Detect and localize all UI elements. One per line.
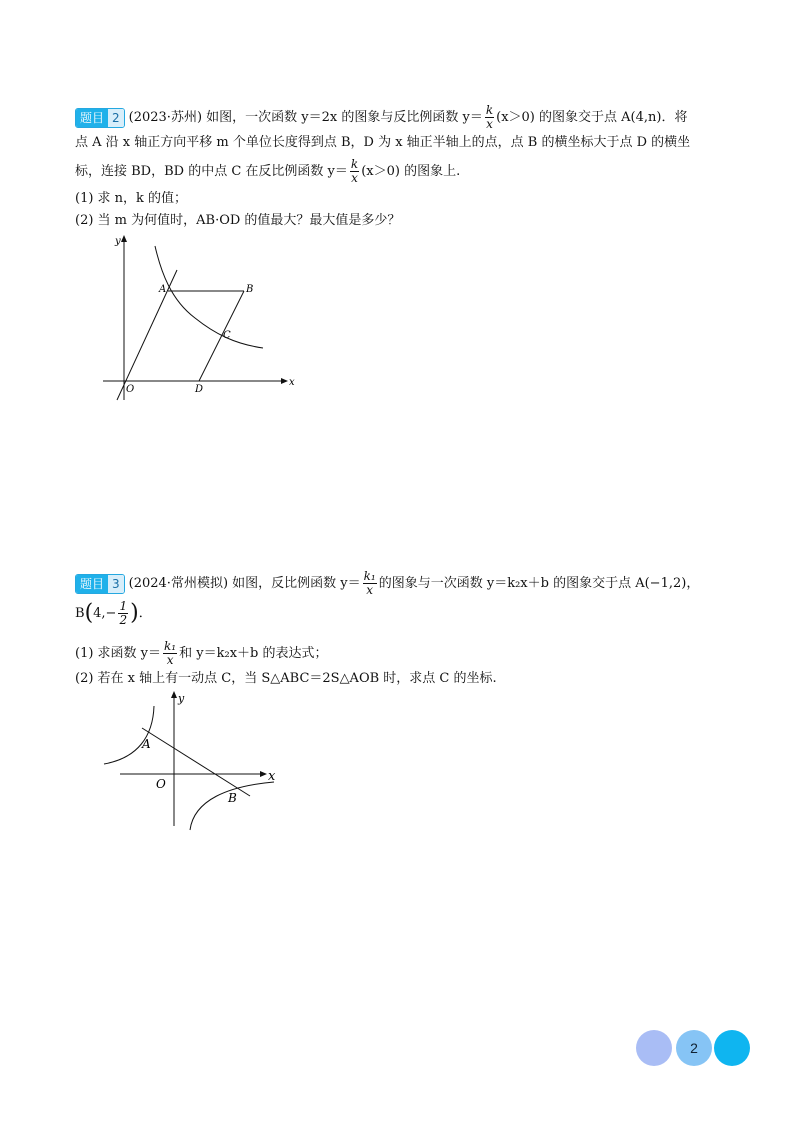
q2-fraction-k-over-x: $\frac{k}{x}$: [485, 103, 494, 131]
q2-part2: (2) 当 m 为何值时，AB·OD 的值最大？最大值是多少？: [75, 213, 401, 228]
q3-label-x: x: [268, 769, 276, 784]
q2-figure: [95, 228, 305, 408]
q3-part2: (2) 若在 x 轴上有一动点 C，当 S△ABC＝2S△AOB 时，求点 C 的坐标.: [75, 671, 497, 686]
q2-line3: 标，连接 BD，BD 的中点 C 在反比例函数 y＝ $\frac{k}{x}$ (x＞0) 的图象上.: [75, 157, 461, 185]
q3-label-A: A: [142, 737, 151, 751]
q2-segment-BD: [199, 291, 244, 381]
q2-fraction-k-over-x-2: $\frac{k}{x}$: [350, 157, 359, 185]
q3-part1: (1) 求函数 y＝ $\frac{\text{k₁}}{x}$ 和 y＝k₂x＋b 的表达式；: [75, 639, 328, 667]
page-number-indicator: [636, 1030, 752, 1066]
q3-line1: 题目 3 (2024·常州模拟) 如图，反比例函数 y＝ $\frac{\text{k₁}}{x}$ 的图象与一次函数 y＝k₂x＋b 的图象交于点 A(−1,2)，: [75, 570, 699, 597]
q2-badge: 题目 2: [75, 108, 125, 128]
q2-part1: (1) 求 n，k 的值；: [75, 191, 188, 206]
q3-label-y: y: [178, 692, 185, 705]
q2-label-y: y: [115, 236, 121, 247]
q2-label-C: C: [223, 330, 231, 341]
q2-label-O: O: [126, 384, 135, 395]
q2-line2: 点 A 沿 x 轴正方向平移 m 个单位长度得到点 B，D 为 x 轴正半轴上的点，点 B 的横坐标大于点 D 的横坐: [75, 135, 691, 150]
q2-label-B: B: [246, 284, 254, 295]
q3-figure: [98, 686, 288, 836]
q3-hyperbola-left-branch: [104, 706, 154, 764]
q3-fraction-one-half: $\frac{1}{2}$: [119, 599, 128, 627]
page-circle-left: [636, 1030, 672, 1066]
q2-hyperbola: [155, 246, 263, 348]
q2-label-x: x: [289, 377, 295, 388]
page-number: 2: [690, 1040, 698, 1056]
q2-label-A: A: [159, 284, 167, 295]
page-circle-right: [714, 1030, 750, 1066]
q3-badge: 题目 3: [75, 574, 125, 594]
q3-label-B: B: [228, 791, 237, 805]
q3-line2: B(4,− $\frac{1}{2}$ )．: [75, 599, 152, 627]
q3-fraction-k1-over-x: $\frac{\text{k₁}}{x}$: [363, 569, 376, 597]
q2-line1: 题目 2 (2023·苏州) 如图，一次函数 y＝2x 的图象与反比例函数 y＝ $\frac{k}{x}$ (x＞0) 的图象交于点 A(4,n)．将: [75, 104, 687, 131]
q3-fraction-k1-over-x-2: $\frac{\text{k₁}}{x}$: [164, 639, 177, 667]
q2-label-D: D: [195, 384, 204, 395]
q3-label-O: O: [156, 777, 166, 791]
q3-hyperbola-right-branch: [190, 782, 274, 830]
